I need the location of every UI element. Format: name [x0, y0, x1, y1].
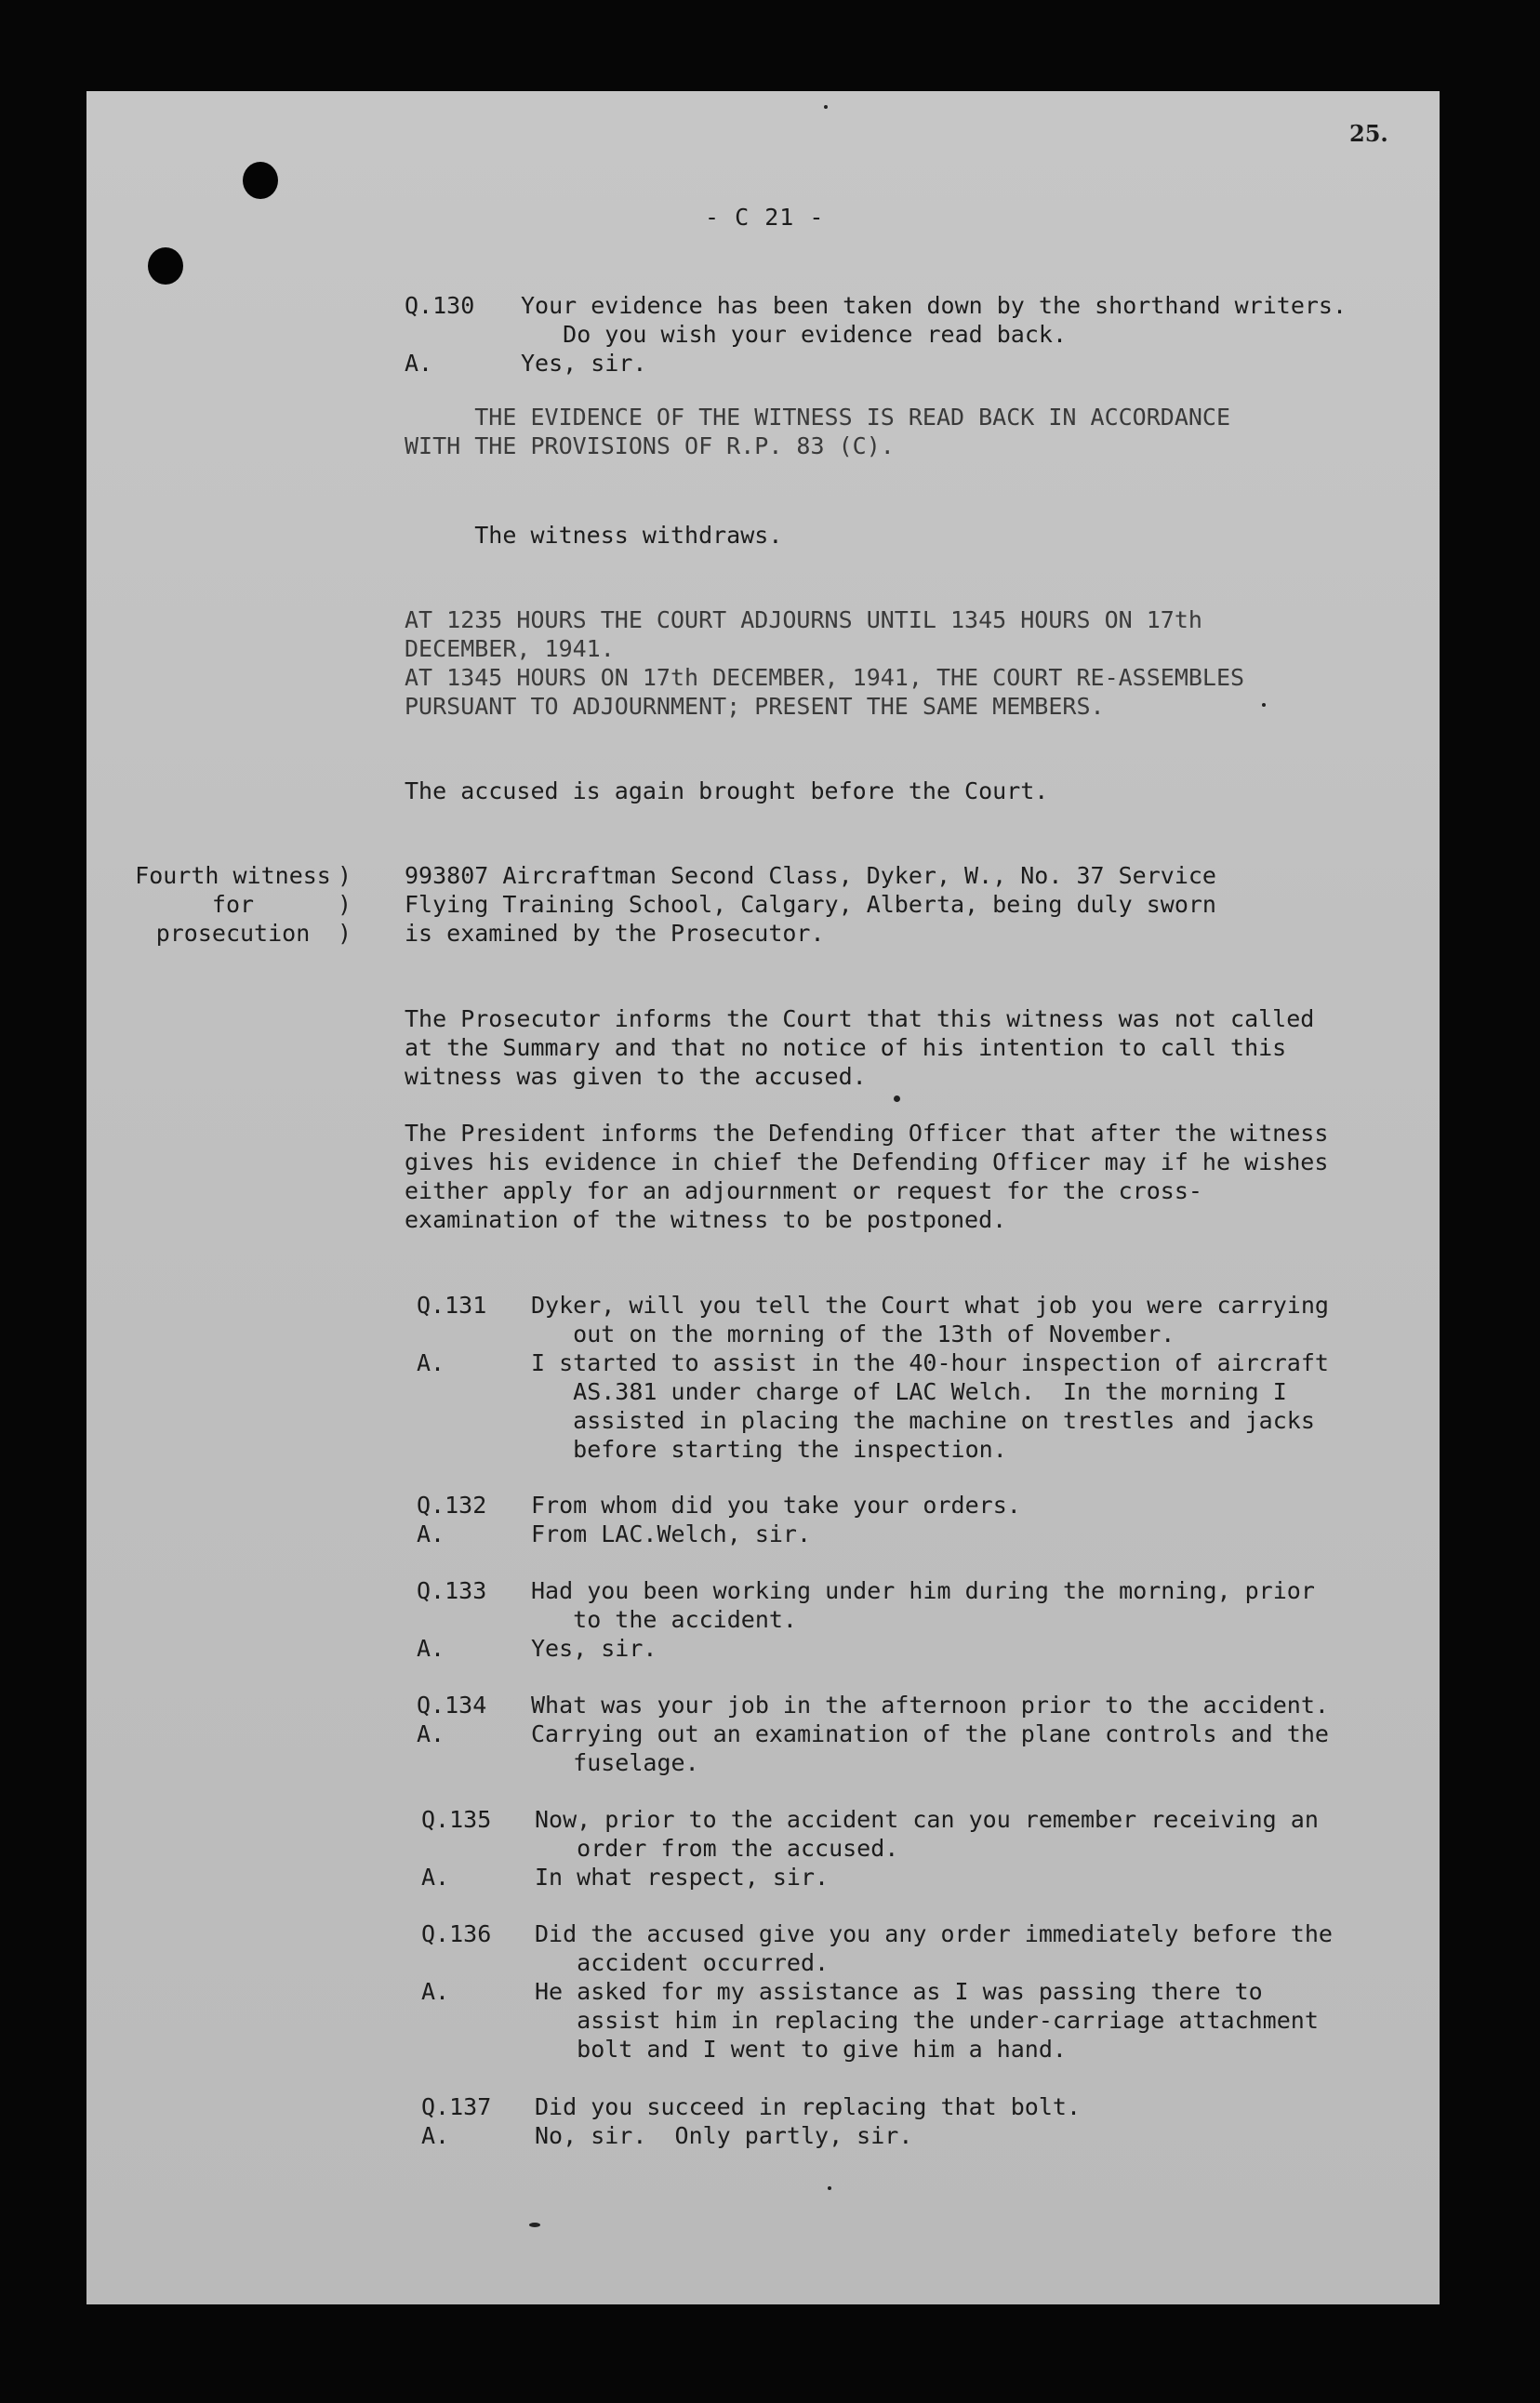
answer-text: He asked for my assistance as I was passing there to — [535, 1978, 1263, 2005]
document-page — [86, 91, 1440, 2304]
question-number: Q.137 — [421, 2093, 492, 2120]
margin-note-line: for — [211, 891, 255, 918]
accused-brought: The accused is again brought before the Court. — [405, 777, 1049, 804]
punch-hole-bottom — [148, 247, 183, 285]
witness-intro-line: is examined by the Prosecutor. — [405, 920, 825, 947]
question-text: accident occurred. — [535, 1949, 830, 1976]
question-text: From whom did you take your orders. — [531, 1492, 1021, 1519]
answer-text: Carrying out an examination of the plane controls and the — [531, 1720, 1329, 1747]
adjourn-line: DECEMBER, 1941. — [405, 635, 615, 662]
president-informs-line: examination of the witness to be postponed. — [405, 1206, 1007, 1233]
question-text: Did the accused give you any order immediately before the — [535, 1920, 1333, 1947]
answer-label: A. — [417, 1520, 445, 1547]
adjourn-line: AT 1235 HOURS THE COURT ADJOURNS UNTIL 1345 HOURS ON 17th — [405, 606, 1202, 633]
answer-text: bolt and I went to give him a hand. — [535, 2036, 1067, 2063]
question-text: What was your job in the afternoon prior to the accident. — [531, 1692, 1329, 1719]
question-text: Dyker, will you tell the Court what job you were carrying — [531, 1292, 1329, 1319]
page-header: - C 21 - — [705, 204, 825, 231]
margin-note-line: Fourth witness — [135, 862, 331, 889]
answer-text: AS.381 under charge of LAC Welch. In the morning I — [531, 1378, 1287, 1405]
question-number: Q.130 — [405, 292, 475, 319]
evidence-read-back-line: WITH THE PROVISIONS OF R.P. 83 (C). — [405, 432, 895, 459]
adjourn-line: AT 1345 HOURS ON 17th DECEMBER, 1941, THE COURT RE-ASSEMBLES — [405, 664, 1245, 691]
question-text: to the accident. — [531, 1606, 797, 1633]
margin-paren: ) — [338, 891, 352, 918]
answer-text: I started to assist in the 40-hour inspection of aircraft — [531, 1349, 1329, 1376]
president-informs-line: The President informs the Defending Officer that after the witness — [405, 1120, 1329, 1147]
prosecutor-informs-line: at the Summary and that no notice of his intention to call this — [405, 1034, 1287, 1061]
president-informs-line: gives his evidence in chief the Defending Officer may if he wishes — [405, 1148, 1329, 1175]
margin-paren: ) — [338, 862, 352, 889]
answer-text: assist him in replacing the under-carriage attachment — [535, 2007, 1319, 2034]
answer-label: A. — [417, 1720, 445, 1747]
answer-label: A. — [421, 1864, 450, 1891]
question-number: Q.133 — [417, 1577, 487, 1604]
answer-text: In what respect, sir. — [535, 1864, 830, 1891]
paper-speck — [828, 2186, 831, 2190]
adjourn-line: PURSUANT TO ADJOURNMENT; PRESENT THE SAME MEMBERS. — [405, 693, 1105, 720]
paper-speck — [529, 2223, 540, 2227]
question-text: Did you succeed in replacing that bolt. — [535, 2093, 1081, 2120]
question-text: Do you wish your evidence read back. — [521, 321, 1067, 348]
answer-label: A. — [417, 1349, 445, 1376]
witness-intro-line: Flying Training School, Calgary, Alberta, being duly sworn — [405, 891, 1216, 918]
question-number: Q.131 — [417, 1292, 487, 1319]
margin-note-line: prosecution — [155, 920, 311, 947]
paper-speck — [1262, 703, 1266, 707]
question-number: Q.136 — [421, 1920, 492, 1947]
question-number: Q.132 — [417, 1492, 487, 1519]
answer-label: A. — [421, 1978, 450, 2005]
prosecutor-informs-line: The Prosecutor informs the Court that this witness was not called — [405, 1005, 1315, 1032]
question-number: Q.134 — [417, 1692, 487, 1719]
question-number: Q.135 — [421, 1806, 492, 1833]
witness-withdraws: The witness withdraws. — [405, 522, 783, 549]
question-text: out on the morning of the 13th of November. — [531, 1321, 1175, 1348]
answer-label: A. — [405, 350, 433, 377]
prosecutor-informs-line: witness was given to the accused. — [405, 1063, 867, 1090]
evidence-read-back-line: THE EVIDENCE OF THE WITNESS IS READ BACK IN ACCORDANCE — [405, 404, 1231, 431]
president-informs-line: either apply for an adjournment or request for the cross- — [405, 1177, 1202, 1204]
witness-intro-line: 993807 Aircraftman Second Class, Dyker, W., No. 37 Service — [405, 862, 1216, 889]
paper-speck — [894, 1095, 900, 1102]
answer-text: before starting the inspection. — [531, 1436, 1007, 1463]
question-text: order from the accused. — [535, 1835, 899, 1862]
margin-paren: ) — [338, 920, 352, 947]
answer-text: Yes, sir. — [531, 1635, 657, 1662]
paper-speck — [824, 105, 828, 109]
answer-label: A. — [421, 2122, 450, 2149]
answer-text: From LAC.Welch, sir. — [531, 1520, 812, 1547]
question-text: Now, prior to the accident can you remember receiving an — [535, 1806, 1319, 1833]
page-number: 25. — [1349, 120, 1388, 147]
question-text: Had you been working under him during the morning, prior — [531, 1577, 1315, 1604]
answer-text: Yes, sir. — [521, 350, 647, 377]
answer-text: No, sir. Only partly, sir. — [535, 2122, 913, 2149]
question-text: Your evidence has been taken down by the shorthand writers. — [521, 292, 1348, 319]
answer-text: fuselage. — [531, 1749, 699, 1776]
answer-text: assisted in placing the machine on trestles and jacks — [531, 1407, 1315, 1434]
answer-label: A. — [417, 1635, 445, 1662]
punch-hole-top — [243, 162, 278, 199]
